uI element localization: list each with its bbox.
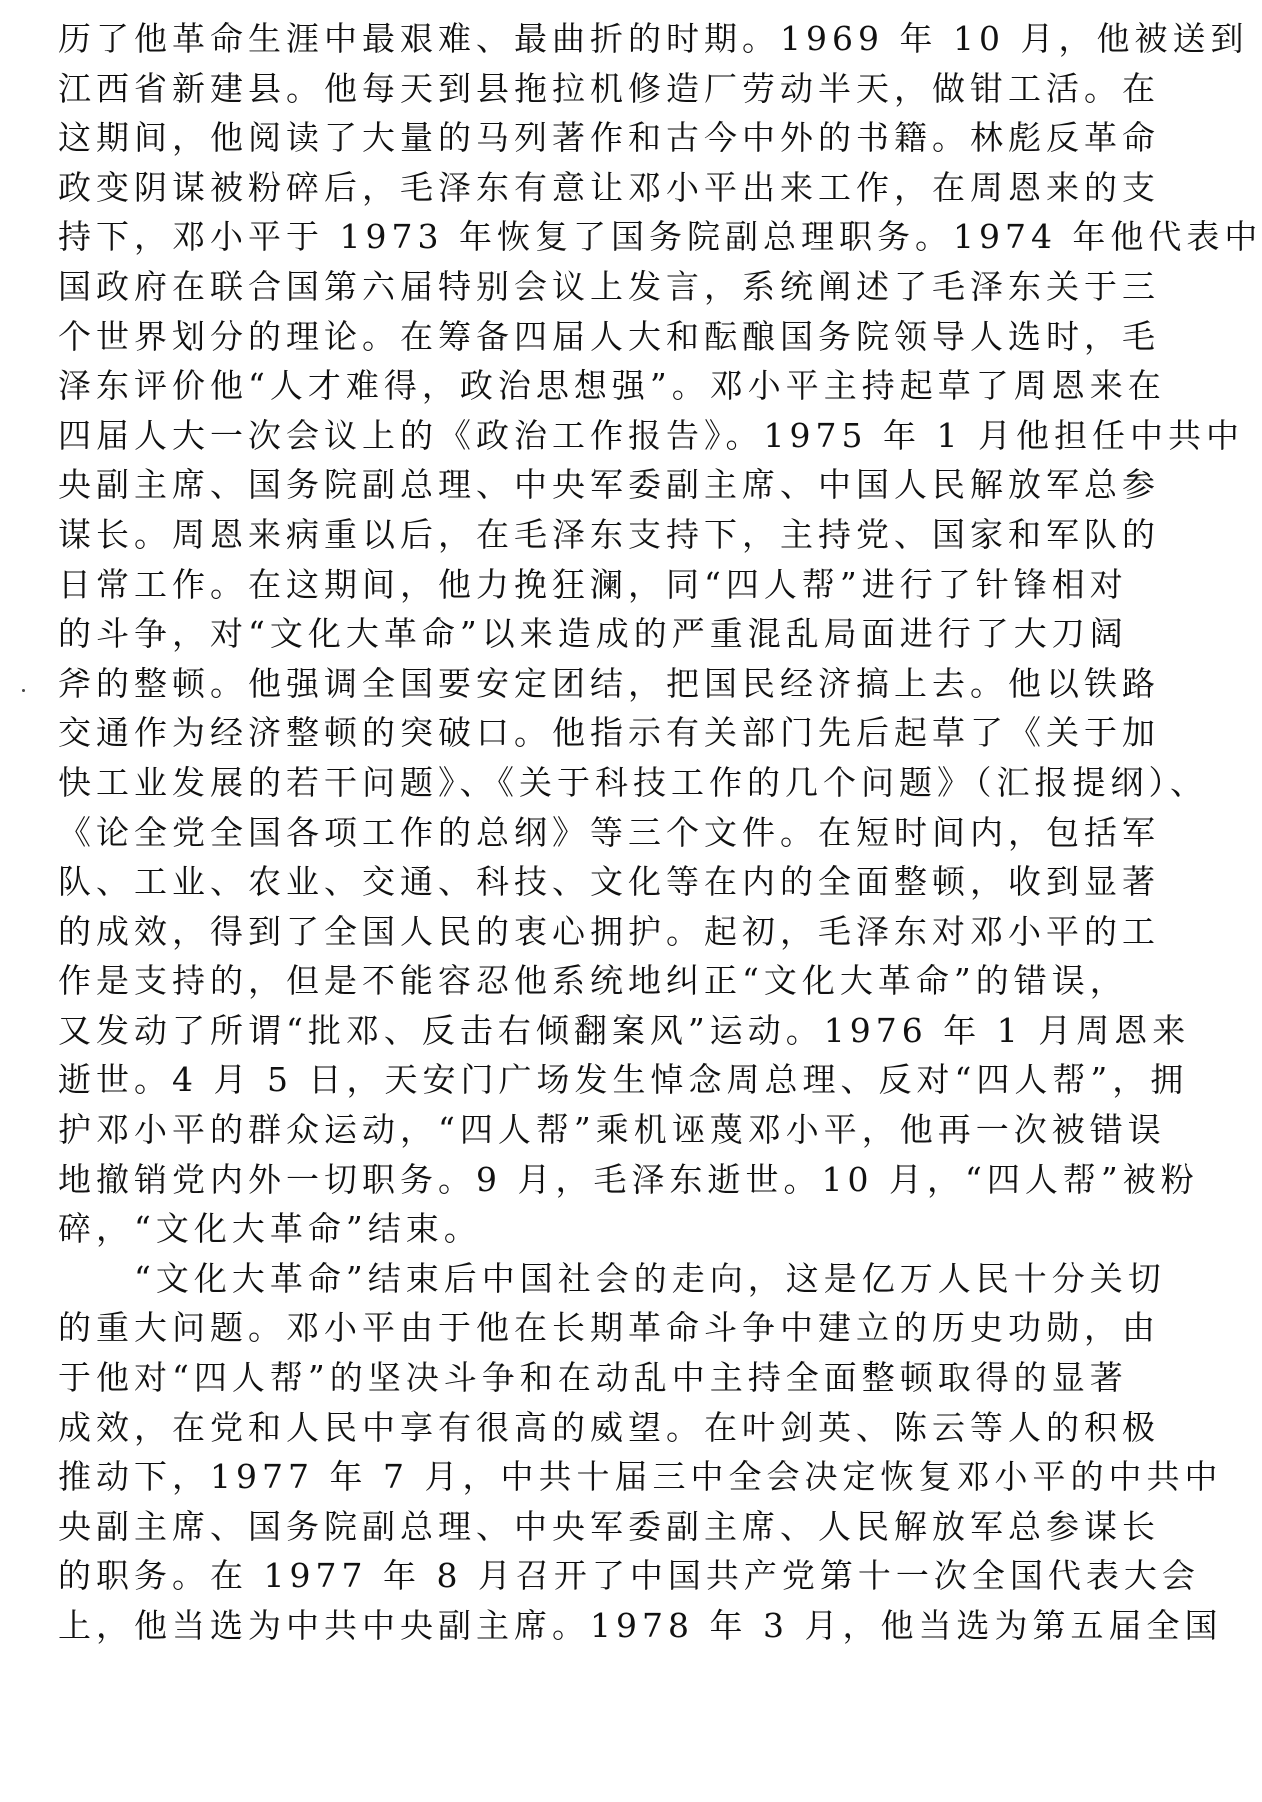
text-line: 快工业发展的若干问题》、《关于科技工作的几个问题》（汇报提纲）、	[58, 762, 1208, 802]
text-line: 国政府在联合国第六届特别会议上发言，系统阐述了毛泽东关于三	[58, 266, 1160, 306]
text-line: 上，他当选为中共中央副主席。1978 年 3 月，他当选为第五届全国	[58, 1606, 1223, 1645]
text-line: 《论全党全国各项工作的总纲》等三个文件。在短时间内，包括军	[58, 812, 1160, 852]
text-line: 斧的整顿。他强调全国要安定团结，把国民经济搞上去。他以铁路	[58, 663, 1160, 703]
paragraph	[58, 14, 1262, 1254]
text-line: 作是支持的，但是不能容忍他系统地纠正“文化大革命”的错误，	[58, 961, 1128, 1001]
text-line: 于他对“四人帮”的坚决斗争和在动乱中主持全面整顿取得的显著	[58, 1358, 1128, 1398]
text-line: “文化大革命”结束后中国社会的走向，这是亿万人民十分关切	[134, 1258, 1166, 1298]
text-line: 的重大问题。邓小平由于他在长期革命斗争中建立的历史功勋，由	[58, 1308, 1160, 1348]
text-line: 的成效，得到了全国人民的衷心拥护。起初，毛泽东对邓小平的工	[58, 911, 1160, 951]
body-text	[58, 14, 1262, 1651]
text-line: 江西省新建县。他每天到县拖拉机修造厂劳动半天，做钳工活。在	[58, 68, 1160, 108]
text-line: 地撤销党内外一切职务。9 月，毛泽东逝世。10 月，“四人帮”被粉	[58, 1159, 1199, 1199]
text-line: 交通作为经济整顿的突破口。他指示有关部门先后起草了《关于加	[58, 713, 1160, 753]
text-line: 的斗争，对“文化大革命”以来造成的严重混乱局面进行了大刀阔	[58, 614, 1128, 654]
text-line: 成效，在党和人民中享有很高的威望。在叶剑英、陈云等人的积极	[58, 1407, 1160, 1447]
text-line: 护邓小平的群众运动，“四人帮”乘机诬蔑邓小平，他再一次被错误	[58, 1110, 1166, 1150]
text-line: 央副主席、国务院副总理、中央军委副主席、中国人民解放军总参	[58, 465, 1160, 505]
text-line: 日常工作。在这期间，他力挽狂澜，同“四人帮”进行了针锋相对	[58, 564, 1128, 604]
text-line: 碎，“文化大革命”结束。	[58, 1209, 482, 1249]
text-line: 历了他革命生涯中最艰难、最曲折的时期。1969 年 10 月，他被送到	[58, 19, 1249, 58]
text-line: 队、工业、农业、交通、科技、文化等在内的全面整顿，收到显著	[58, 862, 1160, 902]
text-line: 四届人大一次会议上的《政治工作报告》。1975 年 1 月他担任中共中	[58, 415, 1244, 455]
text-line: 又发动了所谓“批邓、反击右倾翻案风”运动。1976 年 1 月周恩来	[58, 1010, 1191, 1050]
text-line: 推动下，1977 年 7 月，中共十届三中全会决定恢复邓小平的中共中	[58, 1457, 1223, 1497]
document-page	[58, 14, 1262, 1651]
text-line: 逝世。4 月 5 日，天安门广场发生悼念周总理、反对“四人帮”，拥	[58, 1060, 1189, 1100]
text-line: 谋长。周恩来病重以后，在毛泽东支持下，主持党、国家和军队的	[58, 514, 1160, 554]
scan-speck	[22, 689, 25, 692]
text-line: 这期间，他阅读了大量的马列著作和古今中外的书籍。林彪反革命	[58, 118, 1160, 158]
text-line: 央副主席、国务院副总理、中央军委副主席、人民解放军总参谋长	[58, 1506, 1160, 1546]
text-line: 政变阴谋被粉碎后，毛泽东有意让邓小平出来工作，在周恩来的支	[58, 167, 1160, 207]
text-line: 持下，邓小平于 1973 年恢复了国务院副总理职务。1974 年他代表中	[58, 217, 1262, 257]
text-line: 个世界划分的理论。在筹备四届人大和酝酿国务院领导人选时，毛	[58, 316, 1160, 356]
paragraph	[58, 1254, 1223, 1651]
text-line: 泽东评价他“人才难得，政治思想强”。邓小平主持起草了周恩来在	[58, 366, 1166, 406]
text-line: 的职务。在 1977 年 8 月召开了中国共产党第十一次全国代表大会	[58, 1556, 1200, 1596]
